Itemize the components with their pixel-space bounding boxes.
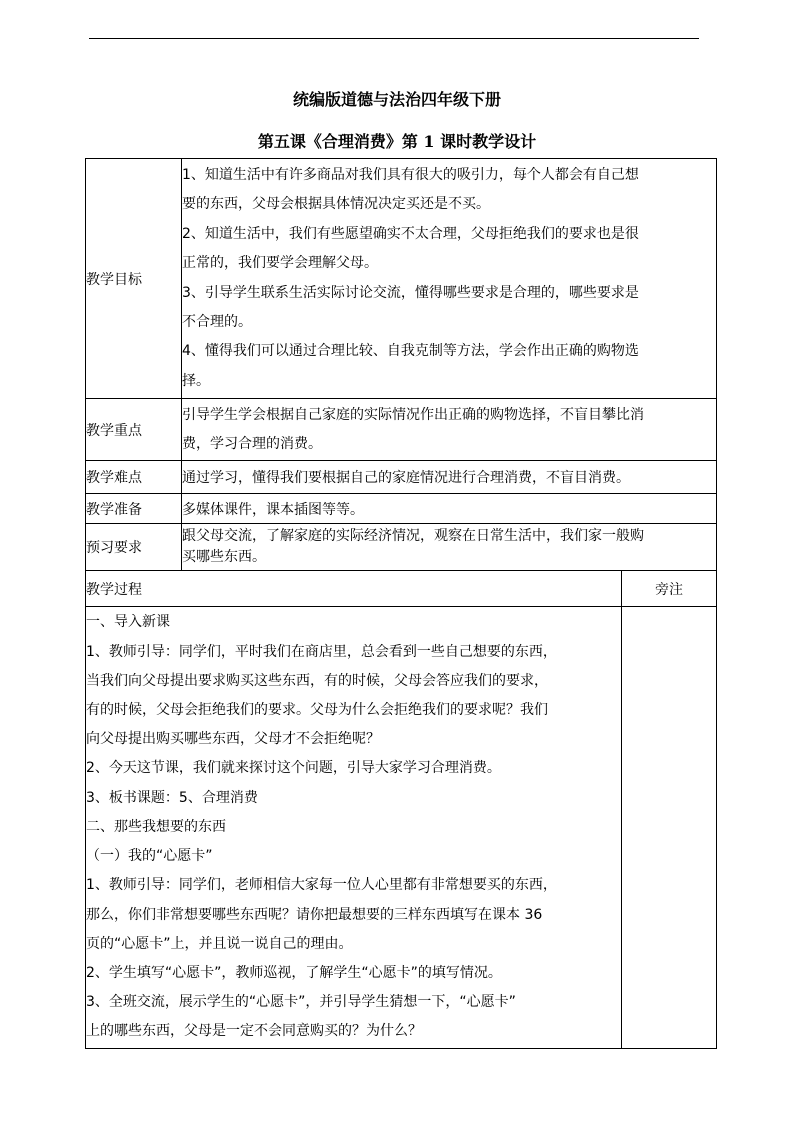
goals-line: 2、知道生活中，我们有些愿望确实不太合理，父母拒绝我们的要求也是很 bbox=[182, 225, 639, 242]
process-header-row bbox=[86, 571, 717, 607]
process-line: 二、那些我想要的东西 bbox=[86, 818, 226, 835]
process-line: 那么，你们非常想要哪些东西呢？请你把最想要的三样东西填写在课本 36 bbox=[86, 906, 543, 923]
goals-line: 不合理的。 bbox=[182, 313, 252, 330]
process-header: 教学过程 bbox=[86, 571, 622, 607]
preview-label: 预习要求 bbox=[86, 524, 182, 571]
process-line: 1、教师引导：同学们，老师相信大家每一位人心里都有非常想要买的东西， bbox=[86, 877, 557, 894]
header-rule bbox=[89, 38, 699, 39]
goals-line: 3、引导学生联系生活实际讨论交流，懂得哪些要求是合理的，哪些要求是 bbox=[182, 284, 639, 301]
process-body bbox=[86, 607, 622, 1049]
lesson-plan-table bbox=[85, 158, 717, 1049]
process-line: 上的哪些东西，父母是一定不会同意购买的？为什么？ bbox=[86, 1023, 422, 1040]
goals-label: 教学目标 bbox=[86, 159, 182, 399]
process-line: 1、教师引导：同学们，平时我们在商店里，总会看到一些自己想要的东西， bbox=[86, 643, 557, 660]
goals-line: 1、知道生活中有许多商品对我们具有很大的吸引力，每个人都会有自己想 bbox=[182, 166, 639, 183]
goals-content bbox=[182, 159, 717, 399]
goals-row bbox=[86, 159, 717, 399]
document-title: 统编版道德与法治四年级下册 bbox=[292, 90, 501, 109]
goals-line: 要的东西，父母会根据具体情况决定买还是不买。 bbox=[182, 196, 490, 213]
process-line: 一、导入新课 bbox=[86, 614, 170, 631]
process-line: 2、学生填写“心愿卡”，教师巡视，了解学生“心愿卡”的填写情况。 bbox=[86, 964, 502, 981]
side-notes-cell bbox=[622, 607, 717, 1049]
lesson-title: 第五课《合理消费》第 1 课时教学设计 bbox=[257, 132, 537, 151]
difficulty-content: 通过学习，懂得我们要根据自己的家庭情况进行合理消费，不盲目消费。 bbox=[182, 461, 717, 494]
difficulty-row bbox=[86, 461, 717, 494]
focus-row bbox=[86, 399, 717, 461]
process-line: 页的“心愿卡”上，并且说一说自己的理由。 bbox=[86, 935, 353, 952]
process-line: 2、今天这节课，我们就来探讨这个问题，引导大家学习合理消费。 bbox=[86, 760, 501, 777]
difficulty-label: 教学难点 bbox=[86, 461, 182, 494]
process-line: 有的时候，父母会拒绝我们的要求。父母为什么会拒绝我们的要求呢？我们 bbox=[86, 702, 548, 719]
focus-line: 费，学习合理的消费。 bbox=[182, 435, 322, 452]
goals-line: 正常的，我们要学会理解父母。 bbox=[182, 255, 378, 272]
process-line: 3、板书课题：5、合理消费 bbox=[86, 789, 258, 806]
focus-label: 教学重点 bbox=[86, 399, 182, 461]
process-line: 向父母提出购买哪些东西，父母才不会拒绝呢？ bbox=[86, 731, 380, 748]
prep-label: 教学准备 bbox=[86, 494, 182, 524]
side-notes-header: 旁注 bbox=[622, 571, 717, 607]
preview-line: 跟父母交流，了解家庭的实际经济情况，观察在日常生活中，我们家一般购 bbox=[182, 528, 644, 545]
process-line: 当我们向父母提出要求购买这些东西，有的时候，父母会答应我们的要求， bbox=[86, 672, 548, 689]
preview-row bbox=[86, 524, 717, 571]
focus-content bbox=[182, 399, 717, 461]
goals-line: 4、懂得我们可以通过合理比较、自我克制等方法，学会作出正确的购物选 bbox=[182, 343, 639, 360]
preview-line: 买哪些东西。 bbox=[182, 549, 266, 565]
process-body-row bbox=[86, 607, 717, 1049]
process-line: 3、全班交流，展示学生的“心愿卡”，并引导学生猜想一下，“心愿卡” bbox=[86, 994, 516, 1011]
goals-line: 择。 bbox=[182, 372, 210, 389]
prep-content: 多媒体课件，课本插图等等。 bbox=[182, 494, 717, 524]
preview-content bbox=[182, 524, 717, 571]
prep-row bbox=[86, 494, 717, 524]
focus-line: 引导学生学会根据自己家庭的实际情况作出正确的购物选择，不盲目攀比消 bbox=[182, 406, 644, 423]
process-line: （一）我的“心愿卡” bbox=[86, 848, 213, 865]
